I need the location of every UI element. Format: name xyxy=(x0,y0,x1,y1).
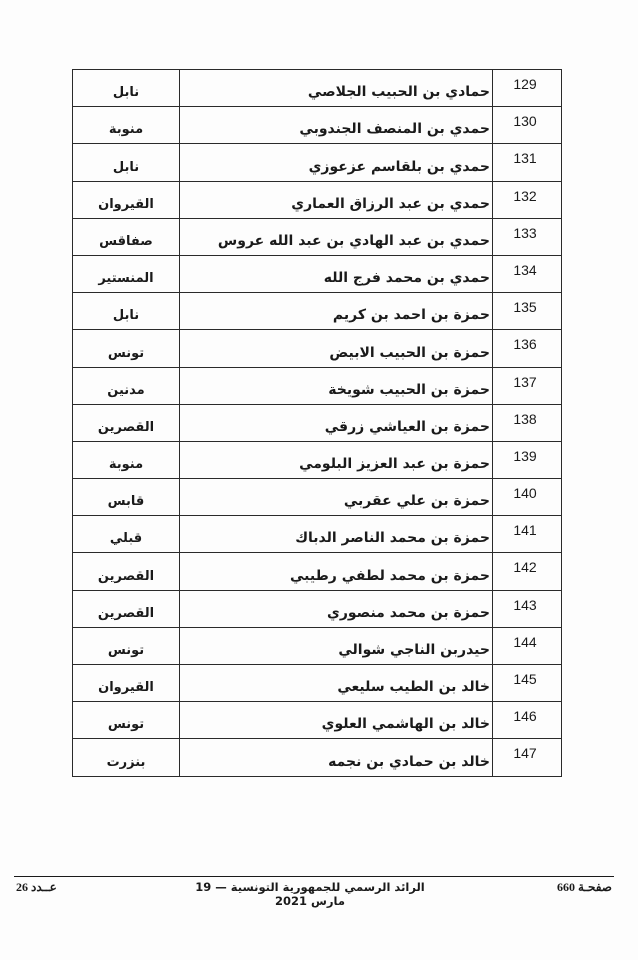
name-cell xyxy=(180,218,493,255)
governorate-cell xyxy=(73,516,180,553)
table-row xyxy=(73,367,562,404)
table-row xyxy=(73,590,562,627)
number-cell xyxy=(493,218,562,255)
governorate-cell xyxy=(73,739,180,776)
name-text: حمزة بن محمد منصوري xyxy=(326,604,490,621)
footer-issue-number: عــدد 26 xyxy=(16,880,57,894)
row-number-text: 129 xyxy=(513,76,537,92)
table-row xyxy=(73,70,562,107)
name-text: خالد بن حمادي بن نجمه xyxy=(328,753,490,770)
row-number-text: 141 xyxy=(513,522,537,539)
number-cell xyxy=(493,739,562,776)
table-row xyxy=(73,181,562,218)
name-cell xyxy=(180,739,493,776)
table-row xyxy=(73,107,562,144)
number-cell xyxy=(493,479,562,516)
governorate-text: نابل xyxy=(112,85,140,101)
number-cell xyxy=(493,665,562,702)
page-footer xyxy=(14,880,614,908)
row-number-text: 142 xyxy=(513,559,537,576)
table-row xyxy=(73,702,562,739)
row-number-text: 130 xyxy=(513,113,537,130)
governorate-cell xyxy=(73,255,180,292)
name-cell xyxy=(180,70,493,107)
number-cell xyxy=(493,590,562,627)
name-text: حمزة بن العياشي زرقي xyxy=(324,418,490,435)
row-number-text: 137 xyxy=(513,373,537,390)
row-number-text: 134 xyxy=(513,261,537,278)
name-cell xyxy=(180,479,493,516)
name-text: حمدي بن محمد فرج الله xyxy=(323,270,490,287)
row-number-text: 138 xyxy=(513,410,537,427)
number-cell xyxy=(493,181,562,218)
governorate-text: قبلي xyxy=(109,531,143,547)
number-cell xyxy=(493,516,562,553)
number-cell xyxy=(493,107,562,144)
governorate-cell xyxy=(73,218,180,255)
governorate-text: القيروان xyxy=(98,196,154,212)
number-cell xyxy=(493,255,562,292)
governorate-cell xyxy=(73,293,180,330)
governorate-text: مدنين xyxy=(107,382,145,398)
number-cell xyxy=(493,441,562,478)
name-cell xyxy=(180,627,493,664)
table-row xyxy=(73,665,562,702)
governorate-cell xyxy=(73,702,180,739)
governorate-cell xyxy=(73,665,180,702)
name-text: حمادي بن الحبيب الجلاصي xyxy=(307,84,490,101)
table-row xyxy=(73,255,562,292)
name-cell xyxy=(180,293,493,330)
name-text: حمزة بن عبد العزيز البلومي xyxy=(299,456,490,473)
row-number-text: 132 xyxy=(513,187,537,204)
number-cell xyxy=(493,702,562,739)
name-text: خالد بن الهاشمي العلوي xyxy=(321,716,490,733)
governorate-cell xyxy=(73,144,180,181)
row-number-text: 136 xyxy=(513,336,537,353)
name-cell xyxy=(180,553,493,590)
governorate-text: منوبة xyxy=(108,457,144,473)
name-text: حمزة بن الحبيب الابيض xyxy=(329,344,490,361)
governorate-cell xyxy=(73,627,180,664)
name-text: حمزة بن الحبيب شويخة xyxy=(328,381,490,398)
footer-gazette-title: الرائد الرسمي للجمهورية التونسية — 19 مارس 2021 xyxy=(195,880,425,908)
table-row xyxy=(73,516,562,553)
table-row xyxy=(73,479,562,516)
table-row xyxy=(73,144,562,181)
governorate-text: نابل xyxy=(112,308,140,324)
name-text: حيدربن الناجي شوالي xyxy=(338,642,490,658)
governorate-cell xyxy=(73,70,180,107)
name-text: خالد بن الطيب سليعي xyxy=(337,679,490,696)
name-text: حمدي بن عبد الرزاق العماري xyxy=(291,195,490,212)
governorate-text: صفاقس xyxy=(99,233,153,249)
governorate-text: تونس xyxy=(107,643,145,658)
name-cell xyxy=(180,702,493,739)
name-cell xyxy=(180,144,493,181)
governorate-cell xyxy=(73,479,180,516)
table-row xyxy=(73,218,562,255)
name-text: حمزة بن محمد الناصر الدباك xyxy=(295,530,490,547)
governorate-cell xyxy=(73,181,180,218)
name-cell xyxy=(180,330,493,367)
number-cell xyxy=(493,553,562,590)
name-cell xyxy=(180,367,493,404)
footer-page-number: صفحـة 660 xyxy=(557,880,612,894)
governorate-text: بنزرت xyxy=(106,754,146,770)
governorate-cell xyxy=(73,590,180,627)
name-text: حمزة بن محمد لطفي رطيبي xyxy=(289,567,490,584)
governorate-text: القصرين xyxy=(97,605,155,621)
footer-divider xyxy=(14,876,614,877)
name-text: حمدي بن عبد الهادي بن عبد الله عروس xyxy=(217,232,490,249)
number-cell xyxy=(493,404,562,441)
row-number-text: 131 xyxy=(513,150,537,167)
number-cell xyxy=(493,367,562,404)
row-number-text: 143 xyxy=(513,596,537,613)
governorate-cell xyxy=(73,367,180,404)
table-row xyxy=(73,404,562,441)
name-cell xyxy=(180,404,493,441)
number-cell xyxy=(493,627,562,664)
governorate-text: قابس xyxy=(107,494,145,510)
governorate-text: المنستير xyxy=(98,271,154,287)
row-number-text: 133 xyxy=(513,224,537,241)
name-cell xyxy=(180,441,493,478)
name-cell xyxy=(180,255,493,292)
name-cell xyxy=(180,665,493,702)
row-number-text: 135 xyxy=(513,299,537,316)
name-cell xyxy=(180,590,493,627)
governorate-text: نابل xyxy=(112,159,140,175)
governorate-cell xyxy=(73,404,180,441)
governorate-text: القصرين xyxy=(97,568,155,584)
governorate-text: منوبة xyxy=(108,122,144,138)
name-text: حمزة بن احمد بن كريم xyxy=(332,307,490,324)
number-cell xyxy=(493,70,562,107)
governorate-cell xyxy=(73,553,180,590)
name-cell xyxy=(180,516,493,553)
table-row xyxy=(73,553,562,590)
table-row xyxy=(73,441,562,478)
governorate-text: القصرين xyxy=(97,419,155,435)
number-cell xyxy=(493,293,562,330)
name-text: حمدي بن بلقاسم عزعوزي xyxy=(308,158,490,175)
governorate-cell xyxy=(73,441,180,478)
table-row xyxy=(73,627,562,664)
name-text: حمزة بن علي عقربي xyxy=(343,493,490,510)
row-number-text: 147 xyxy=(513,745,537,762)
row-number-text: 140 xyxy=(513,485,537,502)
name-text: حمدي بن المنصف الجندوبي xyxy=(299,121,490,138)
governorate-text: تونس xyxy=(107,345,145,361)
roster-table xyxy=(72,69,562,777)
row-number-text: 139 xyxy=(513,447,537,464)
number-cell xyxy=(493,144,562,181)
governorate-cell xyxy=(73,330,180,367)
name-cell xyxy=(180,107,493,144)
row-number-text: 144 xyxy=(513,633,537,650)
table-row xyxy=(73,330,562,367)
governorate-text: تونس xyxy=(107,717,145,733)
row-number-text: 145 xyxy=(513,671,537,687)
governorate-text: القيروان xyxy=(98,680,154,696)
row-number-text: 146 xyxy=(513,708,537,725)
number-cell xyxy=(493,330,562,367)
governorate-cell xyxy=(73,107,180,144)
roster-table-container xyxy=(72,69,558,777)
roster-table-body xyxy=(73,70,562,777)
table-row xyxy=(73,293,562,330)
name-cell xyxy=(180,181,493,218)
table-row xyxy=(73,739,562,776)
